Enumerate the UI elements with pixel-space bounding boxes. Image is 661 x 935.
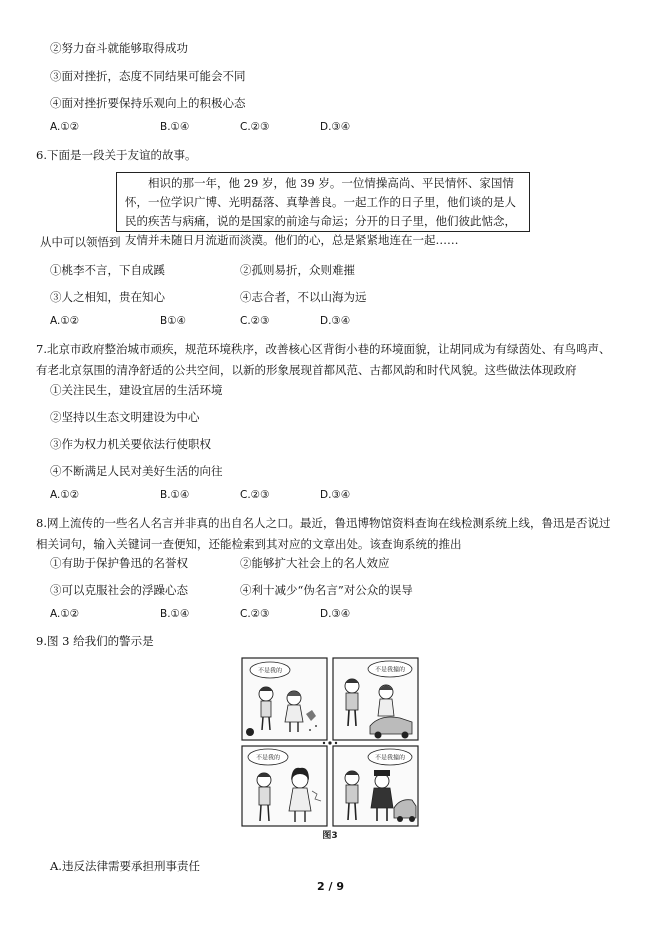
q5-item-3: ③面对挫折，态度不同结果可能会不同 <box>50 69 246 83</box>
q6-item-1: ①桃李不言，下自成蹊 <box>50 263 165 277</box>
q8-item-3: ③可以克服社会的浮躁心态 <box>50 583 188 597</box>
q9-stem: 9.图 3 给我们的警示是 <box>36 634 154 648</box>
q8-choice-b: B.①④ <box>160 608 190 620</box>
q8-choice-c: C.②③ <box>240 608 270 620</box>
panel1-bubble: 不是我的 <box>257 667 283 675</box>
q5-choice-b: B.①④ <box>160 121 190 133</box>
q8-item-4: ④利十减少“伪名言”对公众的误导 <box>240 583 413 597</box>
q7-choice-c: C.②③ <box>240 489 270 501</box>
q6-choice-d: D.③④ <box>320 315 351 327</box>
q5-item-2: ②努力奋斗就能够取得成功 <box>50 41 188 55</box>
q6-choice-a: A.①② <box>50 315 80 327</box>
q8-item-2: ②能够扩大社会上的名人效应 <box>240 556 390 570</box>
q7-choice-d: D.③④ <box>320 489 351 501</box>
q5-item-4: ④面对挫折要保持乐观向上的积极心态 <box>50 96 246 110</box>
q5-choice-a: A.①② <box>50 121 80 133</box>
q6-item-3: ③人之相知，贵在知心 <box>50 290 165 304</box>
figure-caption: 图3 <box>322 831 338 841</box>
q7-item-3: ③作为权力机关要依法行使职权 <box>50 437 211 451</box>
q7-choice-b: B.①④ <box>160 489 190 501</box>
q7-choice-a: A.①② <box>50 489 80 501</box>
q8-item-1: ①有助于保护鲁迅的名誉权 <box>50 556 188 570</box>
q6-prompt: 从中可以领悟到 <box>40 235 121 249</box>
q7-item-2: ②坚持以生态文明建设为中心 <box>50 410 200 424</box>
panel3-bubble: 不是我的 <box>255 754 281 762</box>
q6-item-4: ④志合者，不以山海为远 <box>240 290 367 304</box>
q7-item-1: ①关注民生，建设宜居的生活环境 <box>50 383 223 397</box>
comic-figure <box>240 656 421 842</box>
q5-choice-d: D.③④ <box>320 121 351 133</box>
q6-choice-b: B①④ <box>160 315 187 327</box>
q7-item-4: ④不断满足人民对美好生活的向往 <box>50 464 223 478</box>
q8-stem: 8.网上流传的一些名人名言并非真的出自名人之口。最近，鲁迅博物馆资料查询在线检测系统上线，鲁迅是否说过相关词句，输入关键词一查便知，还能检索到其对应的文章出处。该查询系统的推出 <box>36 516 611 551</box>
q6-story-box: 相识的那一年，他 29 岁，他 39 岁。一位情操高尚、平民情怀、家国情怀，一位学识广博、光明磊落、真挚善良。一起工作的日子里，他们谈的是人民的疾苦与病痛，说的是国家的前途与命运；分开的日子里，他们彼此惦念，友情并未随日月流逝而淡漠。他们的心，总是紧紧地连在一起…… <box>116 172 530 232</box>
q5-choice-c: C.②③ <box>240 121 270 133</box>
q8-choice-a: A.①② <box>50 608 80 620</box>
q6-item-2: ②孤则易折，众则难摧 <box>240 263 355 277</box>
q6-choice-c: C.②③ <box>240 315 270 327</box>
panel4-bubble: 不是我撞的 <box>374 754 406 762</box>
q6-stem: 6.下面是一段关于友谊的故事。 <box>36 148 197 162</box>
q9-choice-a: A.违反法律需要承担刑事责任 <box>50 859 200 873</box>
q7-stem: 7.北京市政府整治城市顽疾，规范环境秩序，改善核心区背街小巷的环境面貌，让胡同成为有绿茵处、有鸟鸣声、有老北京氛围的清净舒适的公共空间，以新的形象展现首都风范、古都风韵和时代风貌。这些做法体现政府 <box>36 342 611 377</box>
q8-choice-d: D.③④ <box>320 608 351 620</box>
page-number: 2 / 9 <box>317 880 344 893</box>
panel2-bubble: 不是我撞的 <box>374 666 406 674</box>
